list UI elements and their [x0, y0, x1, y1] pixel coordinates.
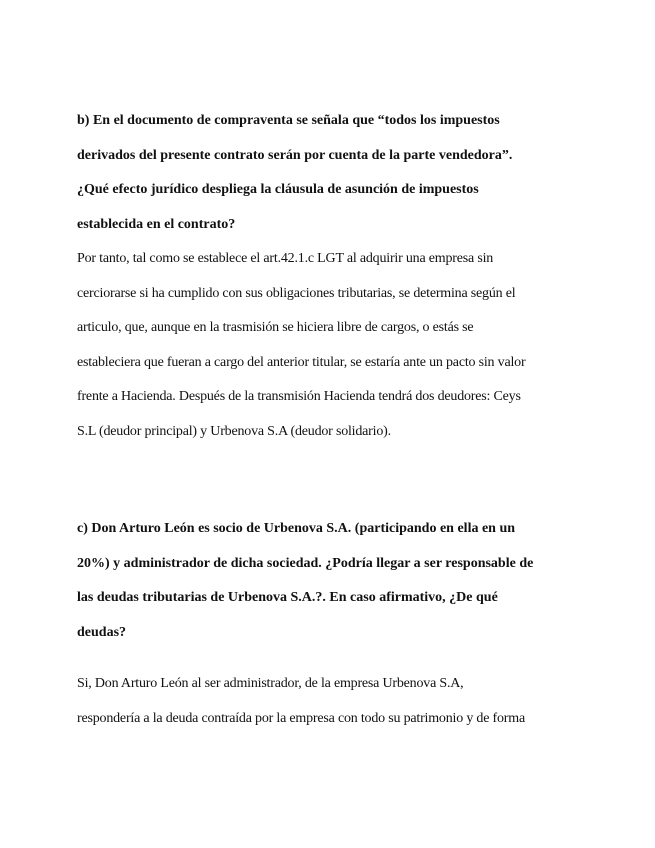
question-b-line: establecida en el contrato? — [77, 216, 236, 232]
question-c — [77, 512, 587, 650]
answer-b-line: articulo, que, aunque en la trasmisión se hiciera libre de cargos, o estás se — [77, 320, 474, 335]
question-b-line: ¿Qué efecto jurídico despliega la cláusula de asunción de impuestos — [77, 182, 479, 197]
question-c-line: las deudas tributarias de Urbenova S.A.?. En caso afirmativo, ¿De qué — [77, 590, 498, 605]
answer-b-line: cerciorarse si ha cumplido con sus obligaciones tributarias, se determina según el — [77, 285, 516, 301]
answer-b-line: estableciera que fueran a cargo del anterior titular, se estaría ante un pacto sin valor — [77, 354, 526, 370]
answer-b-line: Por tanto, tal como se establece el art.42.1.c LGT al adquirir una empresa sin — [77, 251, 494, 266]
question-c-line: 20%) y administrador de dicha sociedad. ¿Podría llegar a ser responsable de — [77, 555, 534, 571]
question-b-line: b) En el documento de compraventa se señala que “todos los impuestos — [77, 113, 500, 128]
answer-b — [77, 242, 587, 449]
question-c-line: deudas? — [77, 624, 127, 640]
answer-b-line: frente a Hacienda. Después de la transmisión Hacienda tendrá dos deudores: Ceys — [77, 389, 521, 404]
answer-c-line: respondería a la deuda contraída por la empresa con todo su patrimonio y de forma — [77, 710, 525, 726]
question-c-line: c) Don Arturo León es socio de Urbenova S.A. (participando en ella en un — [77, 521, 516, 536]
question-b-line: derivados del presente contrato serán por cuenta de la parte vendedora”. — [77, 147, 513, 163]
answer-c-line: Si, Don Arturo León al ser administrador, de la empresa Urbenova S.A, — [77, 676, 464, 691]
answer-c — [77, 667, 587, 736]
answer-b-line: S.L (deudor principal) y Urbenova S.A (deudor solidario). — [77, 423, 391, 439]
question-b — [77, 104, 587, 242]
